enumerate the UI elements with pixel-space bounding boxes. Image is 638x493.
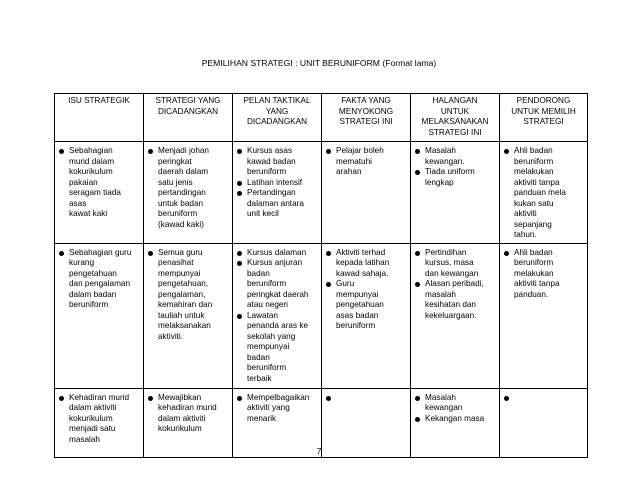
cell-strategi	[144, 142, 233, 244]
header-pendorong	[500, 94, 588, 142]
cell-pendorong	[500, 243, 588, 388]
header-isu-strategik	[55, 94, 144, 142]
bullet-list	[503, 146, 584, 241]
bullet-icon	[415, 251, 420, 256]
list-item	[236, 258, 318, 311]
list-item	[58, 393, 140, 446]
list-item-text: Semua guru penasihat mempunyai pengetahuan, pengalaman, kemahiran dan tauliah untuk melaksanakan aktiviti.	[158, 247, 213, 341]
list-item	[325, 248, 407, 280]
list-item-text: Pertandingan dalaman antara unit kecil	[247, 188, 304, 218]
list-item-text: Mewajibkan kehadiran murid dalam aktiviti kokurikulum	[158, 392, 217, 433]
list-item	[325, 146, 407, 178]
list-item-text: Masalah kewangan.	[425, 146, 465, 166]
list-item	[58, 146, 140, 220]
bullet-list	[414, 146, 496, 188]
list-item	[503, 146, 584, 241]
bullet-icon	[326, 251, 331, 256]
list-item-text: Sebahagian guru kurang pengetahuan dan pengalaman dalam badan beruniform	[69, 247, 132, 309]
list-item-text: Alasan peribadi, masalah kesihatan dan kekeluargaan.	[425, 279, 484, 320]
header-label: PELAN TAKTIKAL YANG DICADANGKAN	[243, 96, 311, 126]
list-item-text: Masalah kewangan	[425, 392, 463, 412]
list-item	[236, 248, 318, 259]
bullet-list	[325, 146, 407, 178]
table-header-row	[55, 94, 588, 142]
header-pelan-taktikal	[233, 94, 322, 142]
bullet-list	[58, 146, 140, 220]
list-item	[414, 393, 496, 414]
header-label: PENDORONG UNTUK MEMILIH STRATEGI	[511, 96, 576, 126]
list-item	[414, 167, 496, 188]
list-item-text: Kursus dalaman	[247, 247, 307, 257]
bullet-icon	[415, 149, 420, 154]
list-item	[325, 279, 407, 332]
bullet-list	[503, 248, 584, 301]
list-item-text: Kursus anjuran badan beruniform peringkat daerah atau negeri	[247, 258, 309, 309]
bullet-icon	[504, 396, 509, 401]
header-fakta	[322, 94, 411, 142]
cell-halangan	[411, 142, 500, 244]
list-item	[236, 393, 318, 425]
list-item	[147, 146, 229, 230]
list-item	[147, 248, 229, 343]
list-item	[414, 248, 496, 280]
page-number: 7	[316, 446, 322, 456]
bullet-list	[236, 146, 318, 220]
bullet-icon	[59, 149, 64, 154]
bullet-icon	[59, 396, 64, 401]
bullet-list	[147, 146, 229, 230]
bullet-icon	[237, 261, 242, 266]
bullet-icon	[237, 314, 242, 319]
bullet-icon	[237, 149, 242, 154]
bullet-icon	[415, 282, 420, 287]
list-item	[414, 146, 496, 167]
list-item-text: Kehadiran murid dalam aktiviti kokurikulum menjadi satu masalah	[69, 392, 130, 444]
list-item-text: Menjadi johan peringkat daerah dalam satu jenis pertandingan untuk badan beruniform (kawad kaki)	[158, 146, 209, 229]
cell-pendorong	[500, 142, 588, 244]
list-item-text: Kursus asas kawad badan beruniform	[247, 146, 296, 176]
cell-isu-strategik	[55, 243, 144, 388]
header-halangan	[411, 94, 500, 142]
bullet-icon	[237, 251, 242, 256]
bullet-icon	[326, 282, 331, 287]
list-item-text: Kekangan masa	[425, 413, 485, 423]
header-label: HALANGAN UNTUK MELAKSANAKAN STRATEGI INI	[421, 96, 489, 137]
bullet-list	[58, 393, 140, 446]
list-item-text: Aktiviti terhad kepada latihan kawad sahaja.	[336, 247, 390, 278]
bullet-icon	[326, 396, 331, 401]
bullet-icon	[59, 251, 64, 256]
list-item-text: Pertindihan kursus, masa dan kewangan	[425, 247, 479, 278]
bullet-icon	[415, 417, 420, 422]
header-strategi	[144, 94, 233, 142]
list-item	[236, 188, 318, 220]
bullet-icon	[504, 251, 509, 256]
bullet-icon	[415, 396, 420, 401]
cell-strategi	[144, 243, 233, 388]
bullet-list	[325, 248, 407, 332]
list-item-text: Lawatan penanda aras ke sekolah yang mempunyai badan beruniform terbaik	[247, 310, 308, 383]
bullet-icon	[326, 149, 331, 154]
bullet-icon	[148, 149, 153, 154]
list-item	[414, 414, 496, 425]
list-item-text: Sebahagian murid dalam kokurikulum pakaian seragam tiada asas kawat kaki	[69, 146, 121, 218]
bullet-icon	[148, 396, 153, 401]
cell-fakta	[322, 142, 411, 244]
list-item	[58, 248, 140, 311]
list-item-text: Tiada uniform lengkap	[425, 167, 475, 187]
list-item-text: Pelajar boleh mematuhi arahan	[336, 146, 384, 176]
bullet-icon	[237, 396, 242, 401]
bullet-list	[236, 393, 318, 425]
bullet-list	[147, 393, 229, 435]
document-title: PEMILIHAN STRATEGI : UNIT BERUNIFORM (Format lama)	[201, 58, 437, 68]
bullet-icon	[237, 181, 242, 186]
cell-pelan-taktikal	[233, 142, 322, 244]
header-label: STRATEGI YANG DICADANGKAN	[155, 96, 221, 116]
list-item-text: Mempelbagaikan aktiviti yang menarik	[247, 392, 310, 423]
header-label: ISU STRATEGIK	[68, 96, 130, 105]
table-row	[55, 243, 588, 388]
list-item-text: Guru mempunyai pengetahuan asas badan beruniform	[336, 279, 384, 330]
bullet-icon	[504, 149, 509, 154]
list-item-text: Latihan intensif	[247, 177, 303, 187]
list-item-text: Ahli badan beruniform melakukan aktiviti tanpa panduan.	[514, 247, 560, 299]
header-label: FAKTA YANG MENYOKONG STRATEGI INI	[338, 96, 394, 126]
bullet-list	[236, 248, 318, 385]
cell-halangan	[411, 243, 500, 388]
bullet-list	[58, 248, 140, 311]
list-item	[147, 393, 229, 435]
strategy-table	[54, 93, 588, 458]
bullet-icon	[237, 191, 242, 196]
bullet-icon	[415, 170, 420, 175]
list-item	[414, 279, 496, 321]
bullet-list	[414, 248, 496, 322]
list-item	[236, 311, 318, 385]
cell-isu-strategik	[55, 142, 144, 244]
bullet-list	[147, 248, 229, 343]
cell-fakta	[322, 243, 411, 388]
list-item	[236, 146, 318, 178]
table-row	[55, 142, 588, 244]
list-item	[236, 178, 318, 189]
bullet-list	[414, 393, 496, 425]
list-item	[503, 248, 584, 301]
list-item-text: Ahli badan beruniform melakukan aktiviti tanpa panduan mela kukan satu aktiviti sepanjang tahun.	[514, 146, 566, 239]
cell-pelan-taktikal	[233, 243, 322, 388]
bullet-icon	[148, 251, 153, 256]
